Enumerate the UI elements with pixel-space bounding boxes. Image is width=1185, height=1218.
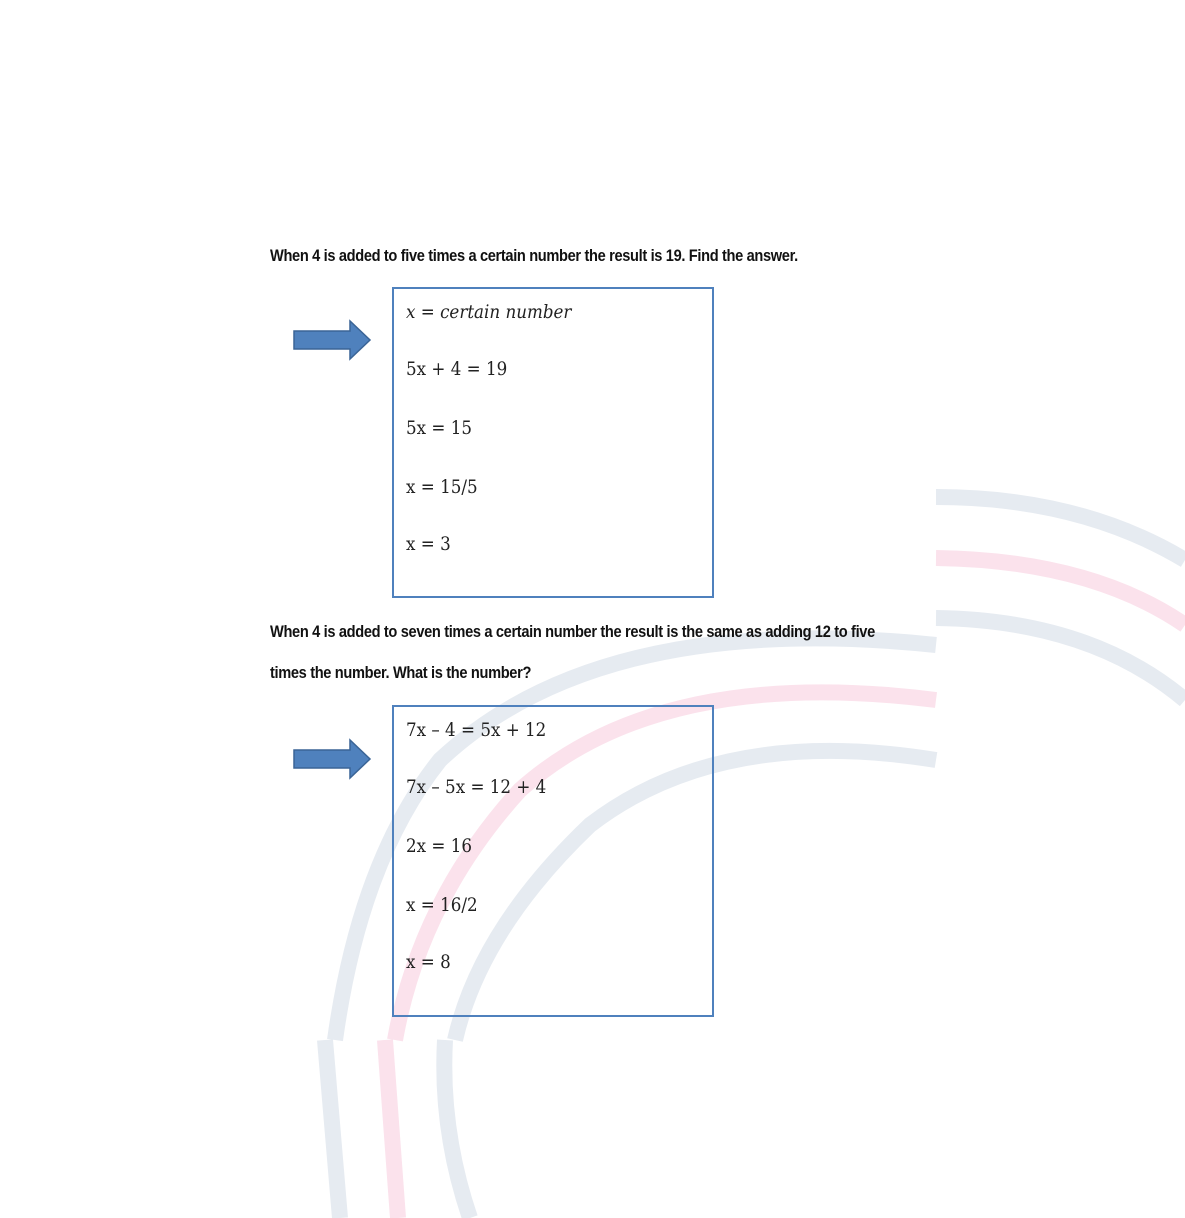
problem-2-step-3: 2x = 16 [406,835,472,857]
watermark-arc-right-3 [936,618,1185,700]
problem-1-step-4: x = 15/5 [406,476,478,498]
problem-1-step-2: 5x + 4 = 19 [406,358,508,380]
right-arrow-icon [292,737,372,781]
problem-2-solution-box [392,705,714,1017]
right-arrow-icon [292,318,372,362]
problem-1-solution-box [392,287,714,598]
problem-2-step-4: x = 16/2 [406,894,478,916]
problem-2-step-5: x = 8 [406,951,451,973]
problem-1-step-5: x = 3 [406,533,451,555]
problem-2-step-1: 7x – 4 = 5x + 12 [406,719,547,741]
watermark-arc-right-2 [936,558,1185,625]
problem-2-question-line-1: When 4 is added to seven times a certain number the result is the same as adding 12 to five [270,622,875,641]
watermark-bar-2 [385,1040,398,1218]
watermark-bar-3 [444,1040,470,1218]
problem-1-step-3: 5x = 15 [406,417,472,439]
problem-2-question-line-2: times the number. What is the number? [270,663,532,682]
watermark-arc-right-1 [936,497,1185,560]
watermark-bar-1 [325,1040,340,1218]
problem-1-step-1: x = certain number [406,301,572,323]
problem-1-question: When 4 is added to five times a certain number the result is 19. Find the answer. [270,246,798,265]
problem-2-step-2: 7x – 5x = 12 + 4 [406,776,547,798]
